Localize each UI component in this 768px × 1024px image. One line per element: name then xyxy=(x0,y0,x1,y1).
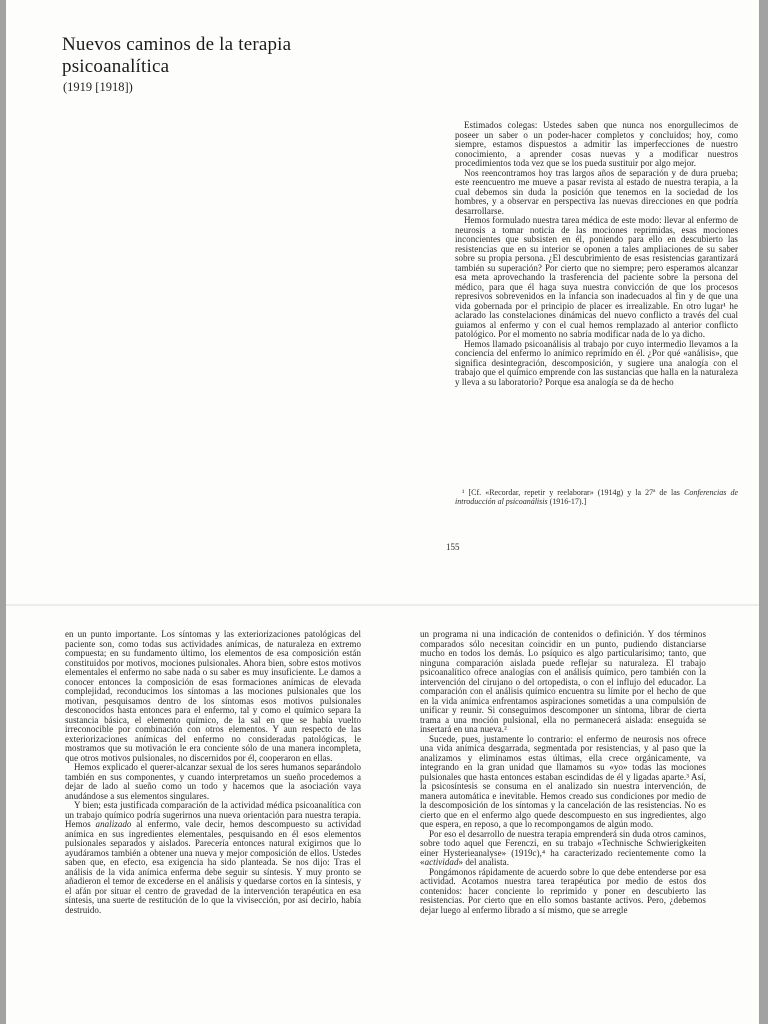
paragraph: Hemos formulado nuestra tarea médica de este modo: llevar al enfermo de neurosis a tomar noticia de las mociones reprimidas, esas mociones inconcientes que subsisten en él, poniendo para ello en descubierto las resistencias que en su interior se oponen a tales ampliaciones de su saber sobre su propia persona. ¿El descubrimiento de esas resistencias garantizará también su superación? Por cierto que no siempre; pero esperamos alcanzar esa meta aprovechando la trasferencia del paciente sobre la persona del médico, para que él haga suya nuestra convicción de que los procesos represivos sobrevenidos en la infancia son inadecuados al fin y de que una vida gobernada por el principio de placer es irrealizable. En otro lugar¹ he aclarado las constelaciones dinámicas del nuevo conflicto a través del cual guiamos al enfermo y con el cual hemos remplazado al anterior conflicto patológico. Por el momento no sabría modificar nada de lo ya dicho. xyxy=(455,215,738,339)
page1-text-column xyxy=(455,121,738,387)
paragraph: Pongámonos rápidamente de acuerdo sobre lo que debe entenderse por esa actividad. Acotamos nuestra tarea terapéutica por medio de estos dos contenidos: hacer conciente lo reprimido y poner en descubierto las resistencias. Por cierto que en ello somos bastante activos. Pero, ¿debemos dejar luego al enfermo librado a sí mismo, que se arregle xyxy=(420,866,706,915)
page2-right-column xyxy=(420,630,706,915)
paragraph: Hemos llamado psicoanálisis al trabajo por cuyo intermedio llevamos a la conciencia del enfermo lo anímico reprimido en él. ¿Por qué «análisis», que significa desintegración, descomposición, y sugiere una analogía con el trabajo que el químico emprende con las sustancias que halla en la naturaleza y lleva a su laboratorio? Porque esa analogía se da de hecho xyxy=(455,338,738,387)
page-156 xyxy=(0,608,768,1024)
article-date: (1919 [1918]) xyxy=(63,80,133,94)
article-title-line2: psicoanalítica xyxy=(62,56,170,77)
article-title xyxy=(62,34,291,78)
paragraph: Nos reencontramos hoy tras largos años de separación y de dura prueba; este reencuentro me mueve a pasar revista al estado de nuestra terapia, a la cual debemos sin duda la posición que tenemos en la sociedad de los hombres, y a observar en perspectiva las nuevas direcciones en que podría desarrollarse. xyxy=(455,167,738,216)
paragraph: un programa ni una indicación de contenidos o definición. Y dos términos comparados sólo necesitan coincidir en un punto, pudiendo distanciarse mucho en todos los demás. Lo psíquico es algo particularísimo; tanto, que ninguna comparación aislada puede reflejar su naturaleza. El trabajo psicoanalítico ofrece analogías con el análisis químico, pero también con la intervención del cirujano o del ortopedista, o con el influjo del educador. La comparación con el análisis químico encuentra su límite por el hecho de que en la vida anímica enfrentamos aspiraciones sometidas a una compulsión de unificar y reunir. Si conseguimos descomponer un síntoma, librar de cierta trama a una moción pulsional, ella no permanecerá aislada: enseguida se insertará en una nueva.² xyxy=(420,629,706,734)
paragraph: en un punto importante. Los síntomas y las exteriorizaciones patológicas del paciente son, como todas sus actividades anímicas, de naturaleza en extremo compuesta; en su fundamento último, los elementos de esa composición están constituidos por motivos, mociones pulsionales. Ahora bien, sobre estos motivos elementales el enfermo no sabe nada o su saber es muy insuficiente. Le damos a conocer entonces la composición de esas formaciones anímicas de elevada complejidad, reconducimos los síntomas a las mociones pulsionales que los motivan, pesquisamos dentro de los síntomas esos motivos pulsionales desconocidos hasta entonces para el enfermo, tal y como el químico separa la sustancia básica, el elemento químico, de la sal en que se había vuelto irreconocible por combinación con otros elementos. Y aun respecto de las exteriorizaciones anímicas del enfermo no consideradas patológicas, le mostramos que su motivación le era conciente sólo de una manera incompleta, que otros motivos pulsionales, no discernidos por él, cooperaron en ellas. xyxy=(65,629,361,763)
page2-left-column xyxy=(65,630,361,915)
paragraph: Por eso el desarrollo de nuestra terapia emprenderá sin duda otros caminos, sobre todo aquel que Ferenczi, en su trabajo «Technische Schwierigkeiten einer Hysterieanalyse» (1919c),⁴ ha caracterizado recientemente como la «actividad» del analista. xyxy=(420,828,706,867)
page-break xyxy=(6,604,759,606)
paragraph: Hemos explicado el querer-alcanzar sexual de los seres humanos separándolo también en sus componentes, y cuando interpretamos un sueño procedemos a dejar de lado al sueño como un todo y hacemos que la asociación vaya anudándose a sus elementos singulares. xyxy=(65,762,361,801)
article-title-line1: Nuevos caminos de la terapia xyxy=(62,34,292,55)
paragraph: Sucede, pues, justamente lo contrario: el enfermo de neurosis nos ofrece una vida anímica desgarrada, segmentada por resistencias, y al paso que la analizamos y eliminamos estas últimas, ella crece orgánicamente, va integrando en la gran unidad que llamamos su «yo» todas las mociones pulsionales que hasta entonces estaban escindidas de él y ligadas aparte.³ Así, la psicosíntesis se consuma en el analizado sin nuestra intervención, de manera automática e inevitable. Hemos creado sus condiciones por medio de la descomposición de los síntomas y la cancelación de las resistencias. No es cierto que en el enfermo algo quede descompuesto en sus ingredientes, algo que espera, en reposo, a que lo recompongamos de algún modo. xyxy=(420,733,706,829)
footnote-1: ¹ [Cf. «Recordar, repetir y reelaborar» (1914g) y la 27ª de las Conferencias de introducción al psicoanálisis (1916-17).] xyxy=(455,488,738,506)
paragraph: Y bien; esta justificada comparación de la actividad médica psicoanalítica con un trabajo químico podría sugerirnos una nueva orientación para nuestra terapia. Hemos analizado al enfermo, vale decir, hemos descompuesto su actividad anímica en sus ingredientes elementales, pesquisando en él esos elementos pulsionales separados y aislados. Parecería entonces natural exigirnos que lo ayudáramos también a obtener una nueva y mejor composición de ellos. Ustedes saben que, en efecto, esa exigencia ha sido planteada. Se nos dijo: Tras el análisis de la vida anímica enferma debe seguir su síntesis. Y muy pronto se añadieron el temor de excederse en el análisis y quedarse cortos en la síntesis, y el afán por situar el centro de gravedad de la intervención terapéutica en esa síntesis, una suerte de restitución de lo que la vivisección, por así decirlo, había destruido. xyxy=(65,800,361,915)
page-number: 155 xyxy=(446,542,460,552)
paragraph: Estimados colegas: Ustedes saben que nunca nos enorgullecimos de poseer un saber o un poder-hacer completos y concluidos; hoy, como siempre, estamos dispuestos a admitir las imperfecciones de nuestro conocimiento, a aprender cosas nuevas y a modificar nuestros procedimientos toda vez que se los pueda sustituir por algo mejor. xyxy=(455,120,738,168)
